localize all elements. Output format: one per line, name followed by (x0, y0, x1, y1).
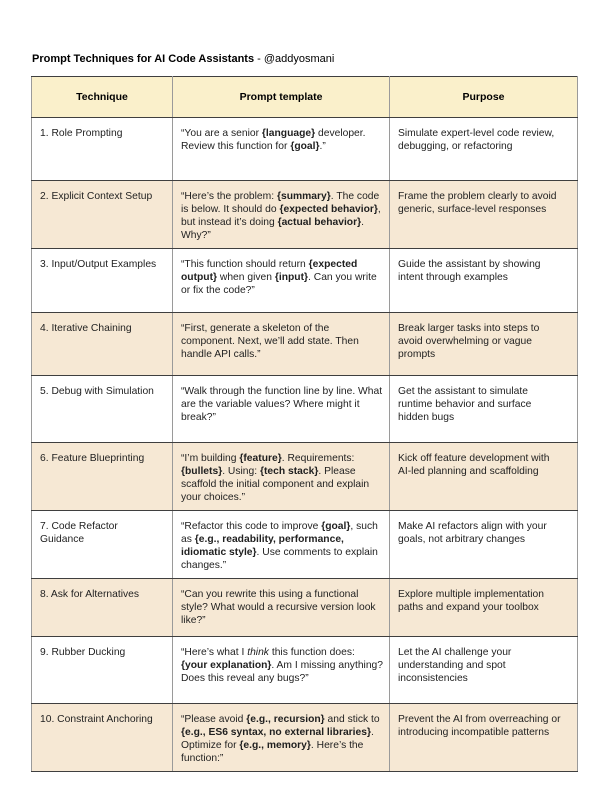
prompt-segment: . Why?” (181, 217, 364, 241)
prompt-segment: “First, generate a skeleton of the component. Next, we’ll add state. Then handle API calls.” (181, 323, 359, 360)
prompt-segment: {bullets} (181, 466, 223, 477)
table-row (32, 579, 578, 637)
purpose-cell: Get the assistant to simulate runtime behavior and surface hidden bugs (390, 376, 578, 443)
purpose-cell: Make AI refactors align with your goals, not arbitrary changes (390, 511, 578, 579)
prompt-segment: {your explanation} (181, 660, 272, 671)
table-header (32, 77, 578, 118)
table-row (32, 376, 578, 443)
prompt-template-cell (173, 579, 390, 637)
prompt-segment: . Use comments to explain changes.” (181, 547, 378, 571)
purpose-cell: Break larger tasks into steps to avoid overwhelming or vague prompts (390, 313, 578, 376)
prompt-segment: {feature} (239, 453, 282, 464)
prompt-segment: “Walk through the function line by line. What are the variable values? Where might it break?” (181, 386, 383, 423)
prompt-segment: . Can you write or fix the code?” (181, 272, 377, 296)
prompt-techniques-table (31, 76, 578, 772)
prompt-segment: when given (217, 272, 275, 283)
prompt-segment: . Using: (222, 466, 260, 477)
prompt-template-cell (173, 118, 390, 181)
purpose-cell: Simulate expert-level code review, debugging, or refactoring (390, 118, 578, 181)
technique-cell: 5. Debug with Simulation (32, 376, 173, 443)
purpose-cell: Guide the assistant by showing intent through examples (390, 249, 578, 313)
technique-cell: 1. Role Prompting (32, 118, 173, 181)
prompt-segment: “Can you rewrite this using a functional style? What would a recursive version look like?” (181, 589, 376, 626)
technique-cell: 7. Code Refactor Guidance (32, 511, 173, 579)
prompt-segment: {goal} (290, 141, 320, 152)
column-header-purpose: Purpose (390, 77, 578, 118)
prompt-template-cell (173, 443, 390, 511)
page-title-main: Prompt Techniques for AI Code Assistants (32, 53, 255, 65)
table-row (32, 704, 578, 772)
prompt-segment: “Here’s the problem: (181, 191, 277, 202)
page-title (32, 53, 334, 66)
table-row (32, 511, 578, 579)
technique-cell: 10. Constraint Anchoring (32, 704, 173, 772)
prompt-segment: {actual behavior} (277, 217, 362, 228)
prompt-template-cell (173, 637, 390, 704)
prompt-segment: {expected output} (181, 259, 358, 283)
prompt-template-cell (173, 376, 390, 443)
prompt-segment: . Here’s the function:” (181, 740, 364, 764)
table-row (32, 181, 578, 249)
page-title-author: - @addyosmani (254, 53, 335, 65)
prompt-segment: “Refactor this code to improve (181, 521, 322, 532)
technique-cell: 3. Input/Output Examples (32, 249, 173, 313)
technique-cell: 6. Feature Blueprinting (32, 443, 173, 511)
prompt-segment: .” (319, 141, 326, 152)
purpose-cell: Explore multiple implementation paths and expand your toolbox (390, 579, 578, 637)
purpose-cell: Let the AI challenge your understanding and spot inconsistencies (390, 637, 578, 704)
purpose-cell: Frame the problem clearly to avoid generic, surface-level responses (390, 181, 578, 249)
prompt-segment: {tech stack} (259, 466, 319, 477)
prompt-segment: and stick to (324, 714, 380, 725)
table-header-row (32, 77, 578, 118)
prompt-segment: . Please scaffold the initial component and explain your choices.” (181, 466, 370, 503)
table-row (32, 249, 578, 313)
table-body (32, 118, 578, 772)
table-row (32, 637, 578, 704)
purpose-cell: Kick off feature development with AI-led planning and scaffolding (390, 443, 578, 511)
prompt-template-cell (173, 249, 390, 313)
table-row (32, 443, 578, 511)
table-row (32, 118, 578, 181)
technique-cell: 8. Ask for Alternatives (32, 579, 173, 637)
prompt-template-cell (173, 181, 390, 249)
technique-cell: 2. Explicit Context Setup (32, 181, 173, 249)
prompt-segment: {input} (274, 272, 309, 283)
technique-cell: 9. Rubber Ducking (32, 637, 173, 704)
prompt-segment: {summary} (276, 191, 331, 202)
prompt-template-cell (173, 313, 390, 376)
prompt-segment: this function does: (268, 647, 355, 658)
prompt-segment: “This function should return (181, 259, 309, 270)
technique-cell: 4. Iterative Chaining (32, 313, 173, 376)
prompt-segment: “I’m building (181, 453, 240, 464)
prompt-segment: , such as (181, 521, 378, 545)
prompt-template-cell (173, 704, 390, 772)
prompt-template-cell (173, 511, 390, 579)
column-header-technique: Technique (32, 77, 173, 118)
prompt-segment: {language} (261, 128, 316, 139)
column-header-prompt-template: Prompt template (173, 77, 390, 118)
prompt-segment: , but instead it’s doing (181, 204, 381, 228)
prompt-segment: “You are a senior (181, 128, 262, 139)
prompt-segment: “Please avoid (181, 714, 247, 725)
prompt-segment: . Optimize for (181, 727, 374, 751)
prompt-segment: developer. Review this function for (181, 128, 366, 152)
purpose-cell: Prevent the AI from overreaching or introducing incompatible patterns (390, 704, 578, 772)
prompt-segment: . Requirements: (281, 453, 355, 464)
prompt-segment: . The code is below. It should do (181, 191, 380, 215)
prompt-segment: . Am I missing anything? Does this reveal any bugs?” (181, 660, 384, 684)
prompt-segment: {e.g., memory} (239, 740, 311, 751)
prompt-segment: {e.g., readability, performance, idiomatic style} (181, 534, 344, 558)
prompt-segment: think (247, 647, 269, 658)
table-row (32, 313, 578, 376)
prompt-segment: {goal} (321, 521, 351, 532)
prompt-segment: “Here’s what I (181, 647, 248, 658)
prompt-segment: {e.g., ES6 syntax, no external libraries} (181, 727, 372, 738)
prompt-segment: {e.g., recursion} (246, 714, 325, 725)
prompt-segment: {expected behavior} (279, 204, 378, 215)
